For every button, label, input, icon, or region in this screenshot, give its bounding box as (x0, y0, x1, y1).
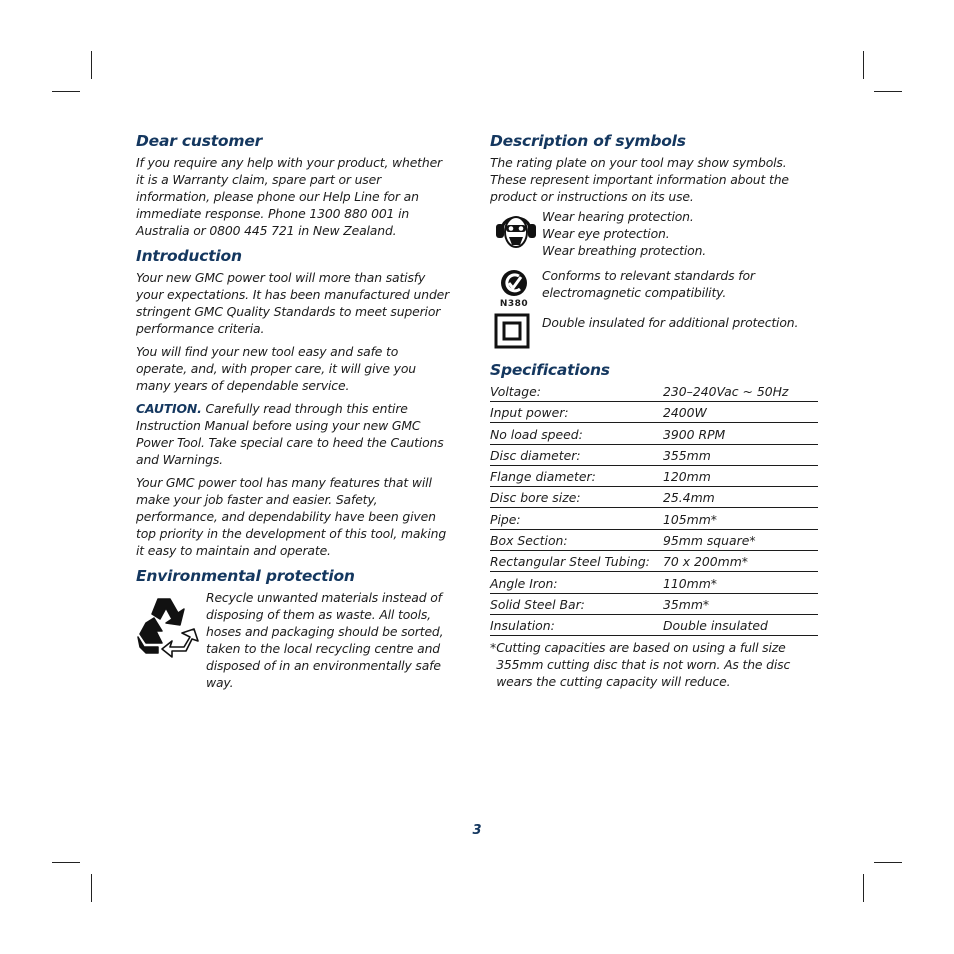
spec-label: Voltage: (490, 384, 541, 399)
crop-mark (91, 51, 92, 79)
spec-row (490, 594, 818, 615)
spec-row (490, 508, 818, 529)
spec-value: 105mm* (663, 511, 717, 527)
spec-label: Disc bore size: (490, 490, 581, 506)
ppe-line-2: Wear eye protection. (542, 226, 670, 241)
dear-customer-heading: Dear customer (136, 132, 263, 150)
spec-value: 120mm (663, 469, 711, 485)
footnote-text: Cutting capacities are based on using a full size 355mm cutting disc that is not worn. As the disc wears the cutting capacity will reduce. (496, 640, 791, 690)
spec-row (490, 530, 818, 551)
spec-label: Rectangular Steel Tubing: (490, 554, 650, 570)
spec-value: 2400W (663, 405, 707, 421)
double-insulated-text: Double insulated for additional protection. (542, 315, 799, 330)
spec-value: 35mm* (663, 596, 710, 612)
ppe-line-1: Wear hearing protection. (542, 209, 694, 224)
recycle-icon (136, 593, 200, 663)
crop-mark (52, 91, 80, 92)
crop-mark (874, 862, 902, 863)
spec-label: Box Section: (490, 533, 568, 549)
crop-mark (874, 91, 902, 92)
dear-customer-section (136, 132, 450, 239)
specifications-heading: Specifications (490, 361, 610, 379)
introduction-paragraph-2: You will find your new tool easy and safe to operate, and, with proper care, it will give you many years of dependable service. (136, 344, 416, 393)
ppe-line-3: Wear breathing protection. (542, 243, 707, 258)
symbols-intro: The rating plate on your tool may show symbols. These represent important information about the product or instructions on its use. (490, 155, 789, 204)
footnote-mark: * (490, 640, 497, 656)
spec-label: No load speed: (490, 426, 583, 442)
caution-text: Carefully read through this entire Instruction Manual before using your new GMC Power Tool. Take special care to heed the Cautions and Warnings. (136, 401, 444, 467)
introduction-paragraph-1: Your new GMC power tool will more than satisfy your expectations. It has been manufactured under stringent GMC Quality Standards to meet superior performance criteria. (136, 270, 450, 336)
spec-value: 25.4mm (663, 490, 715, 506)
spec-value: 230–240Vac ~ 50Hz (663, 384, 789, 399)
caution-label: CAUTION. (136, 401, 202, 416)
introduction-section (136, 247, 450, 559)
caution-paragraph (136, 400, 450, 468)
environmental-text: Recycle unwanted materials instead of disposing of them as waste. All tools, hoses and packaging should be sorted, taken to the local recycling centre and disposed of in an environmentally safe way. (206, 590, 444, 690)
spec-value: 110mm* (663, 575, 717, 591)
symbol-row-ctick (490, 268, 820, 309)
crop-mark (863, 874, 864, 902)
spec-label: Flange diameter: (490, 469, 596, 485)
double-insulated-icon (494, 313, 530, 349)
spec-row (490, 615, 818, 636)
spec-row (490, 402, 818, 423)
spec-row (490, 551, 818, 572)
spec-row (490, 466, 818, 487)
n380-code: N380 (499, 299, 529, 309)
ppe-icon (494, 208, 538, 254)
spec-label: Disc diameter: (490, 447, 581, 463)
spec-row (490, 487, 818, 508)
spec-label: Angle Iron: (490, 575, 558, 591)
ctick-line-1: Conforms to relevant standards for (542, 268, 755, 283)
introduction-paragraph-4: Your GMC power tool has many features that will make your job faster and easier. Safety, performance, and dependability have been given top priority in the development of this tool, making it easy to maintain and operate. (136, 475, 447, 558)
spec-row (490, 572, 818, 593)
environmental-section (136, 567, 450, 691)
spec-row (490, 383, 818, 402)
spec-value: 355mm (663, 447, 711, 463)
right-column (490, 132, 820, 690)
spec-value: 70 x 200mm* (663, 554, 748, 570)
dear-customer-text: If you require any help with your product, whether it is a Warranty claim, spare part or user information, please phone our Help Line for an immediate response. Phone 1300 880 001 in Australia or 0800 445 721 in New Zealand. (136, 155, 443, 238)
specifications-table (490, 383, 818, 636)
specifications-section (490, 361, 820, 690)
symbol-row-double-insulated (490, 313, 820, 349)
symbol-row-ppe (490, 208, 820, 259)
crop-mark (863, 51, 864, 79)
symbols-section (490, 132, 820, 349)
introduction-heading: Introduction (136, 247, 242, 265)
spec-row (490, 445, 818, 466)
ctick-line-2: electromagnetic compatibility. (542, 285, 727, 300)
spec-label: Pipe: (490, 511, 521, 527)
spec-label: Input power: (490, 405, 569, 421)
crop-mark (91, 874, 92, 902)
spec-footnote (490, 639, 820, 690)
spec-label: Insulation: (490, 618, 555, 634)
page-number: 3 (472, 823, 482, 838)
symbols-heading: Description of symbols (490, 132, 686, 150)
c-tick-icon (499, 268, 529, 298)
crop-mark (52, 862, 80, 863)
environmental-heading: Environmental protection (136, 567, 355, 585)
spec-value: Double insulated (663, 618, 768, 634)
spec-value: 3900 RPM (663, 426, 726, 442)
spec-value: 95mm square* (663, 533, 756, 549)
spec-row (490, 423, 818, 444)
spec-label: Solid Steel Bar: (490, 596, 585, 612)
left-column (136, 132, 450, 691)
